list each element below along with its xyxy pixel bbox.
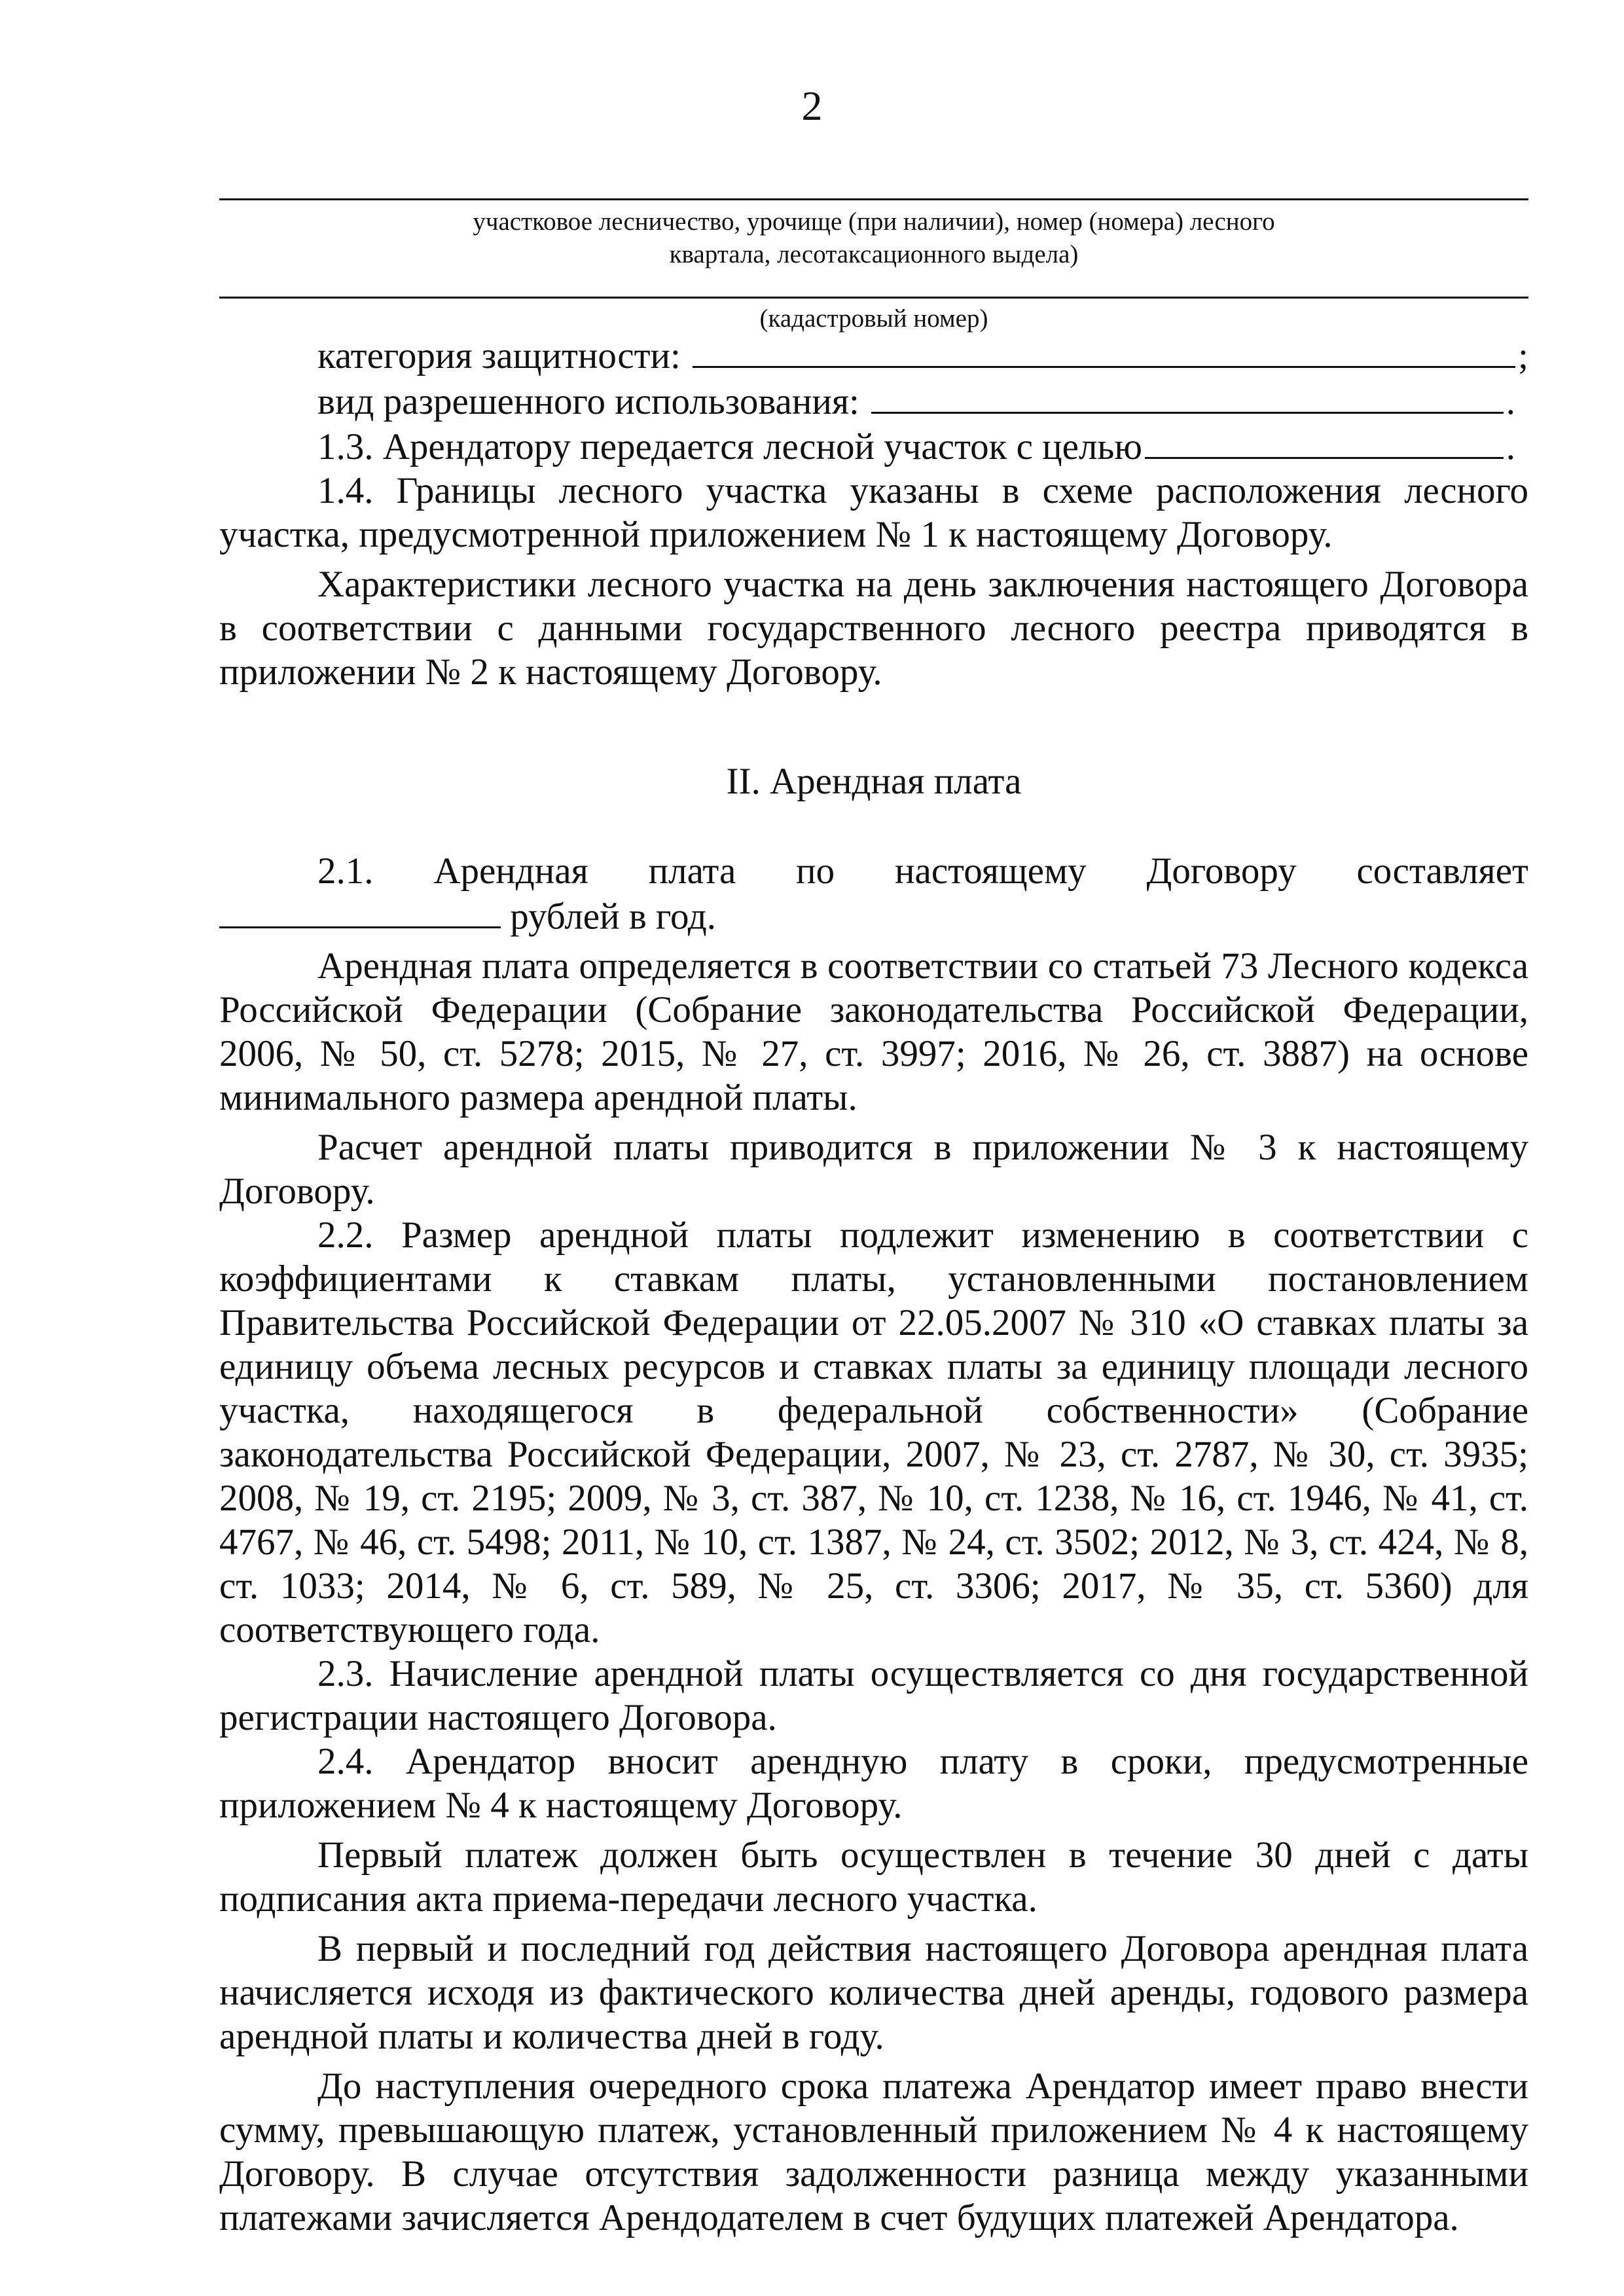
blank-line-cadastral [219, 297, 1528, 299]
purpose-end: . [1506, 426, 1515, 467]
protection-category-end: ; [1518, 335, 1528, 377]
paragraph-2-1-calculation: Расчет арендной платы приводится в приложении № 3 к настоящему Договору. [219, 1127, 1528, 1212]
permitted-use-blank [871, 378, 1504, 413]
paragraph-2-4: 2.4. Арендатор вносит арендную плату в сроки, предусмотренные приложением № 4 к настоящему Договору. [219, 1741, 1528, 1827]
purpose-label: 1.3. Арендатору передается лесной участок с целью [317, 426, 1142, 467]
p2-1-tail: рублей в год. [510, 896, 717, 938]
document-body [219, 333, 1528, 2240]
section-title-rent: II. Арендная плата [726, 760, 1022, 802]
paragraph-2-1-basis: Арендная плата определяется в соответствии со статьей 73 Лесного кодекса Российской Федерации (Собрание законодательства Российской Федерации, 2006, № 50, ст. 5278; 2015, № 27, ст. 3997; 2016, № 26, ст. 3887) на основе минимального размера арендной платы. [219, 945, 1528, 1119]
permitted-use-end: . [1506, 380, 1515, 422]
paragraph-1-4-characteristics: Характеристики лесного участка на день заключения настоящего Договора в соответствии с данными государственного лесного реестра приводятся в приложении № 2 к настоящему Договору. [219, 563, 1528, 693]
protection-category-blank [693, 333, 1515, 368]
caption-cadastral: (кадастровый номер) [759, 304, 988, 333]
caption-forestry-2: квартала, лесотаксационного выдела) [669, 240, 1079, 268]
p2-1-word: по [796, 850, 835, 892]
p2-1-word: составляет [1356, 850, 1528, 892]
rent-amount-blank [219, 893, 501, 928]
p2-1-word: настоящему [895, 850, 1087, 892]
field-protection-category [219, 333, 1528, 378]
p2-1-word: 2.1. [317, 850, 374, 892]
protection-category-label: категория защитности: [317, 335, 681, 377]
p2-1-word: Договору [1146, 850, 1297, 892]
p2-1-word: плата [648, 850, 736, 892]
paragraph-2-3: 2.3. Начисление арендной платы осуществляется со дня государственной регистрации настоящего Договора. [219, 1653, 1528, 1739]
purpose-blank [1145, 424, 1504, 459]
blank-line-forestry [219, 198, 1528, 200]
field-permitted-use [219, 378, 1528, 423]
paragraph-2-1-second-line [219, 893, 1528, 938]
paragraph-1-4: 1.4. Границы лесного участка указаны в схеме расположения лесного участка, предусмотренной приложением № 1 к настоящему Договору. [219, 469, 1528, 555]
paragraph-2-1-first-line [219, 849, 1528, 893]
paragraph-2-4-first-last-year: В первый и последний год действия настоящего Договора арендная плата начисляется исходя из фактического количества дней аренды, годового размера арендной платы и количества дней в году. [219, 1928, 1528, 2058]
field-purpose [219, 424, 1528, 469]
caption-forestry: участковое лесничество, урочище (при наличии), номер (номера) лесного [473, 208, 1275, 236]
page-number: 2 [801, 82, 823, 129]
permitted-use-label: вид разрешенного использования: [317, 380, 859, 422]
paragraph-2-4-first-payment: Первый платеж должен быть осуществлен в течение 30 дней с даты подписания акта приема-передачи лесного участка. [219, 1834, 1528, 1920]
p2-1-word: Арендная [433, 850, 588, 892]
paragraph-2-2: 2.2. Размер арендной платы подлежит изменению в соответствии с коэффициентами к ставкам платы, установленными постановлением Правительства Российской Федерации от 22.05.2007 № 310 «О ставках платы за единицу объема лесных ресурсов и ставках платы за единицу площади лесного участка, находящегося в федеральной собственности» (Собрание законодательства Российской Федерации, 2007, № 23, ст. 2787, № 30, ст. 3935; 2008, № 19, ст. 2195; 2009, № 3, ст. 387, № 10, ст. 1238, № 16, ст. 1946, № 41, ст. 4767, № 46, ст. 5498; 2011, № 10, ст. 1387, № 24, ст. 3502; 2012, № 3, ст. 424, № 8, ст. 1033; 2014, № 6, ст. 589, № 25, ст. 3306; 2017, № 35, ст. 5360) для соответствующего года. [219, 1214, 1528, 1651]
paragraph-2-4-prepayment: До наступления очередного срока платежа Арендатор имеет право внести сумму, превышающую платеж, установленный приложением № 4 к настоящему Договору. В случае отсутствия задолженности разница между указанными платежами зачисляется Арендодателем в счет будущих платежей Арендатора. [219, 2066, 1528, 2239]
